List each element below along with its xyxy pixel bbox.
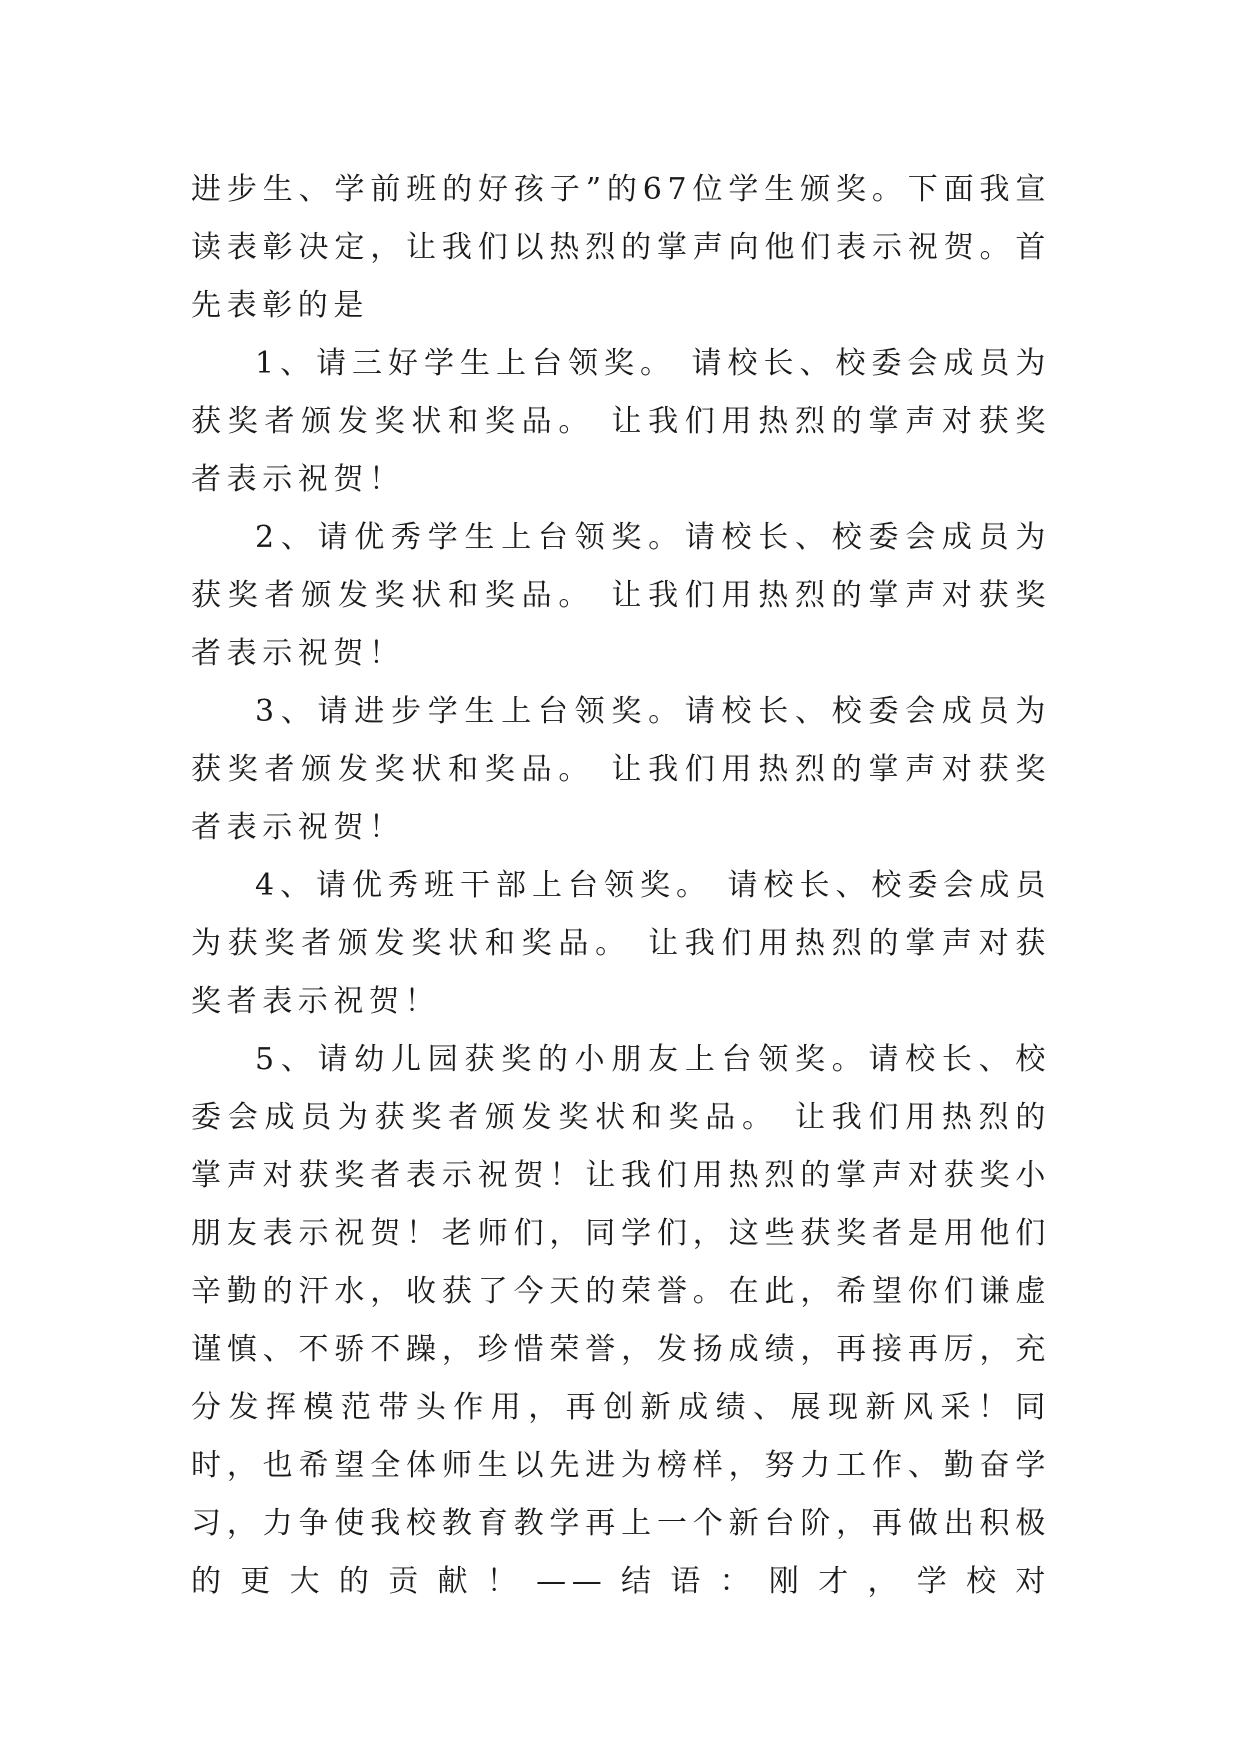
paragraph-intro: 进步生、学前班的好孩子”的67位学生颁奖。下面我宣读表彰决定，让我们以热烈的掌声向他们表示祝贺。首先表彰的是 xyxy=(191,172,1051,323)
paragraph-item-4: 4、请优秀班干部上台领奖。 请校长、校委会成员为获奖者颁发奖状和奖品。 让我们用热烈的掌声对获奖者表示祝贺！ xyxy=(191,868,1051,1019)
paragraph-item-3: 3、请进步学生上台领奖。请校长、校委会成员为获奖者颁发奖状和奖品。 让我们用热烈的掌声对获奖者表示祝贺！ xyxy=(191,694,1051,845)
paragraph-item-1: 1、请三好学生上台领奖。 请校长、校委会成员为获奖者颁发奖状和奖品。 让我们用热烈的掌声对获奖者表示祝贺！ xyxy=(191,346,1051,497)
paragraph-item-2: 2、请优秀学生上台领奖。请校长、校委会成员为获奖者颁发奖状和奖品。 让我们用热烈的掌声对获奖者表示祝贺！ xyxy=(191,520,1051,671)
paragraph-item-5: 5、请幼儿园获奖的小朋友上台领奖。请校长、校委会成员为获奖者颁发奖状和奖品。 让我们用热烈的掌声对获奖者表示祝贺！让我们用热烈的掌声对获奖小朋友表示祝贺！老师们，同学们，这些获奖者是用他们辛勤的汗水，收获了今天的荣誉。在此，希望你们谦虚谨慎、不骄不躁，珍惜荣誉，发扬成绩，再接再厉，充分发挥模范带头作用，再创新成绩、展现新风采！同时，也希望全体师生以先进为榜样，努力工作、勤奋学习，力争使我校教育教学再上一个新台阶，再做出积极的更大的贡献！——结语：刚才，学校对 xyxy=(191,1042,1051,1599)
document-body xyxy=(191,161,1051,1611)
